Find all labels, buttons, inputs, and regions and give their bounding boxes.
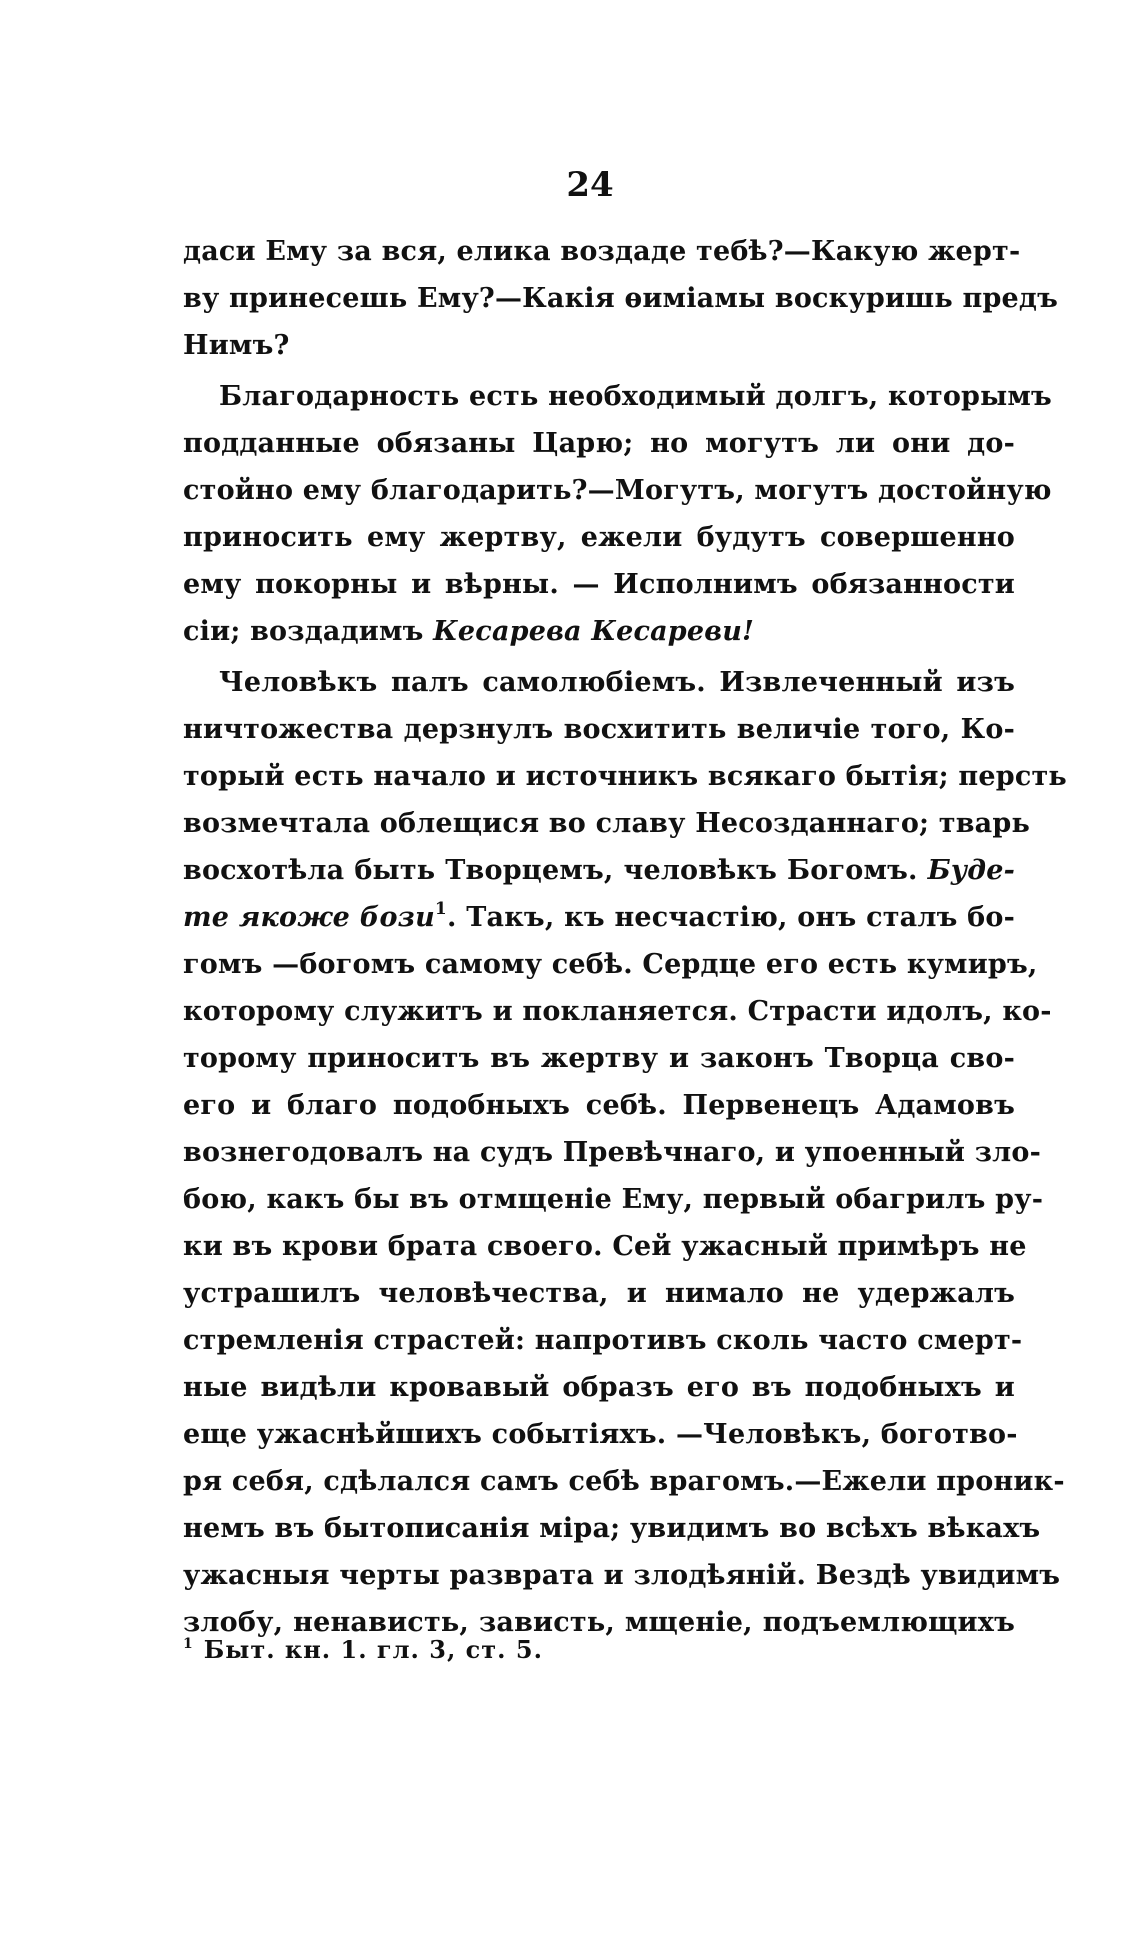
text-line: [183, 1270, 1015, 1317]
line-text: Нимъ?: [183, 330, 290, 361]
text-line: [183, 373, 1052, 420]
line-text: восхотѣла быть Творцемъ, человѣкъ Богомъ.: [183, 855, 928, 886]
text-line: [183, 467, 1052, 514]
body-text: [183, 228, 1067, 1646]
footnote: [183, 1635, 543, 1664]
text-line: [183, 228, 1021, 275]
italic-text: те якоже бози: [183, 902, 435, 933]
text-line: [183, 1129, 1042, 1176]
text-line: [183, 1364, 1015, 1411]
text-line: [183, 1505, 1041, 1552]
line-text: его и благо подобныхъ себѣ. Первенецъ Адамовъ: [183, 1090, 1015, 1121]
text-line: [183, 561, 1015, 608]
text-line: [183, 800, 1030, 847]
text-line: [183, 1035, 1015, 1082]
text-line: [183, 322, 1015, 369]
line-text: стойно ему благодарить?—Могутъ, могутъ достойную: [183, 475, 1052, 506]
line-text: торому приноситъ въ жертву и законъ Творца сво-: [183, 1043, 1015, 1074]
line-text: вознегодовалъ на судъ Превѣчнаго, и упоенный зло-: [183, 1137, 1042, 1168]
italic-text: Кесарева Кесареви!: [433, 616, 755, 647]
text-line: [183, 1082, 1015, 1129]
line-text: злобу, ненависть, зависть, мщеніе, подъемлющихъ: [183, 1607, 1015, 1638]
line-text: ря себя, сдѣлался самъ себѣ врагомъ.—Ежели проник-: [183, 1466, 1065, 1497]
line-text: Благодарность есть необходимый долгъ, которымъ: [219, 381, 1052, 412]
line-text: ки въ крови брата своего. Сей ужасный примѣръ не: [183, 1231, 1027, 1262]
line-text: подданные обязаны Царю; но могутъ ли они до-: [183, 428, 1015, 459]
text-line: [183, 1176, 1044, 1223]
line-text: ему покорны и вѣрны. — Исполнимъ обязанности: [183, 569, 1015, 600]
footnote-text: Быт. кн. 1. гл. 3, ст. 5.: [203, 1635, 543, 1664]
line-text: возмечтала облещися во славу Несозданнаго; тварь: [183, 808, 1030, 839]
line-text: торый есть начало и источникъ всякаго бытія; персть: [183, 761, 1067, 792]
line-text: ничтожества дерзнулъ восхитить величіе того, Ко-: [183, 714, 1015, 745]
line-text: гомъ —богомъ самому себѣ. Сердце его есть кумиръ,: [183, 949, 1038, 980]
text-line: [183, 706, 1015, 753]
line-text: которому служитъ и покланяется. Страсти идолъ, ко-: [183, 996, 1052, 1027]
line-text: даси Ему за вся, елика воздаде тебѣ?—Какую жерт-: [183, 236, 1021, 267]
line-text: приносить ему жертву, ежели будутъ совершенно: [183, 522, 1015, 553]
text-line: [183, 988, 1052, 1035]
text-line: [183, 608, 1015, 655]
text-line: [183, 941, 1038, 988]
text-line: [183, 1552, 1061, 1599]
text-line: [183, 1411, 1018, 1458]
text-line: [183, 753, 1067, 800]
line-text: Человѣкъ палъ самолюбіемъ. Извлеченный изъ: [219, 667, 1015, 698]
footnote-marker: 1: [183, 1636, 194, 1652]
footnote-reference: 1: [434, 899, 447, 919]
text-line: [183, 275, 1059, 322]
line-text: . Такъ, къ несчастію, онъ сталъ бо-: [446, 902, 1016, 933]
line-text: сіи; воздадимъ: [183, 616, 434, 647]
text-line: [183, 514, 1015, 561]
line-text: немъ въ бытописанія міра; увидимъ во всѣхъ вѣкахъ: [183, 1513, 1041, 1544]
page-number: 24: [566, 165, 614, 205]
text-line: [183, 847, 1015, 894]
text-line: [183, 420, 1015, 467]
line-text: еще ужаснѣйшихъ событіяхъ. —Человѣкъ, боготво-: [183, 1419, 1018, 1450]
line-text: бою, какъ бы въ отмщеніе Ему, первый обагрилъ ру-: [183, 1184, 1044, 1215]
line-text: ужасныя черты разврата и злодѣяній. Вездѣ увидимъ: [183, 1560, 1061, 1591]
line-text: ные видѣли кровавый образъ его въ подобныхъ и: [183, 1372, 1015, 1403]
text-line: [183, 1223, 1027, 1270]
text-line: [183, 894, 1015, 941]
text-line: [183, 1458, 1065, 1505]
line-text: стремленія страстей: напротивъ сколь часто смерт-: [183, 1325, 1023, 1356]
text-line: [183, 659, 1015, 706]
italic-text: Буде-: [927, 855, 1015, 886]
line-text: ву принесешь Ему?—Какія ѳиміамы воскуришь предъ: [183, 283, 1059, 314]
line-text: устрашилъ человѣчества, и нимало не удержалъ: [183, 1278, 1015, 1309]
text-line: [183, 1317, 1023, 1364]
